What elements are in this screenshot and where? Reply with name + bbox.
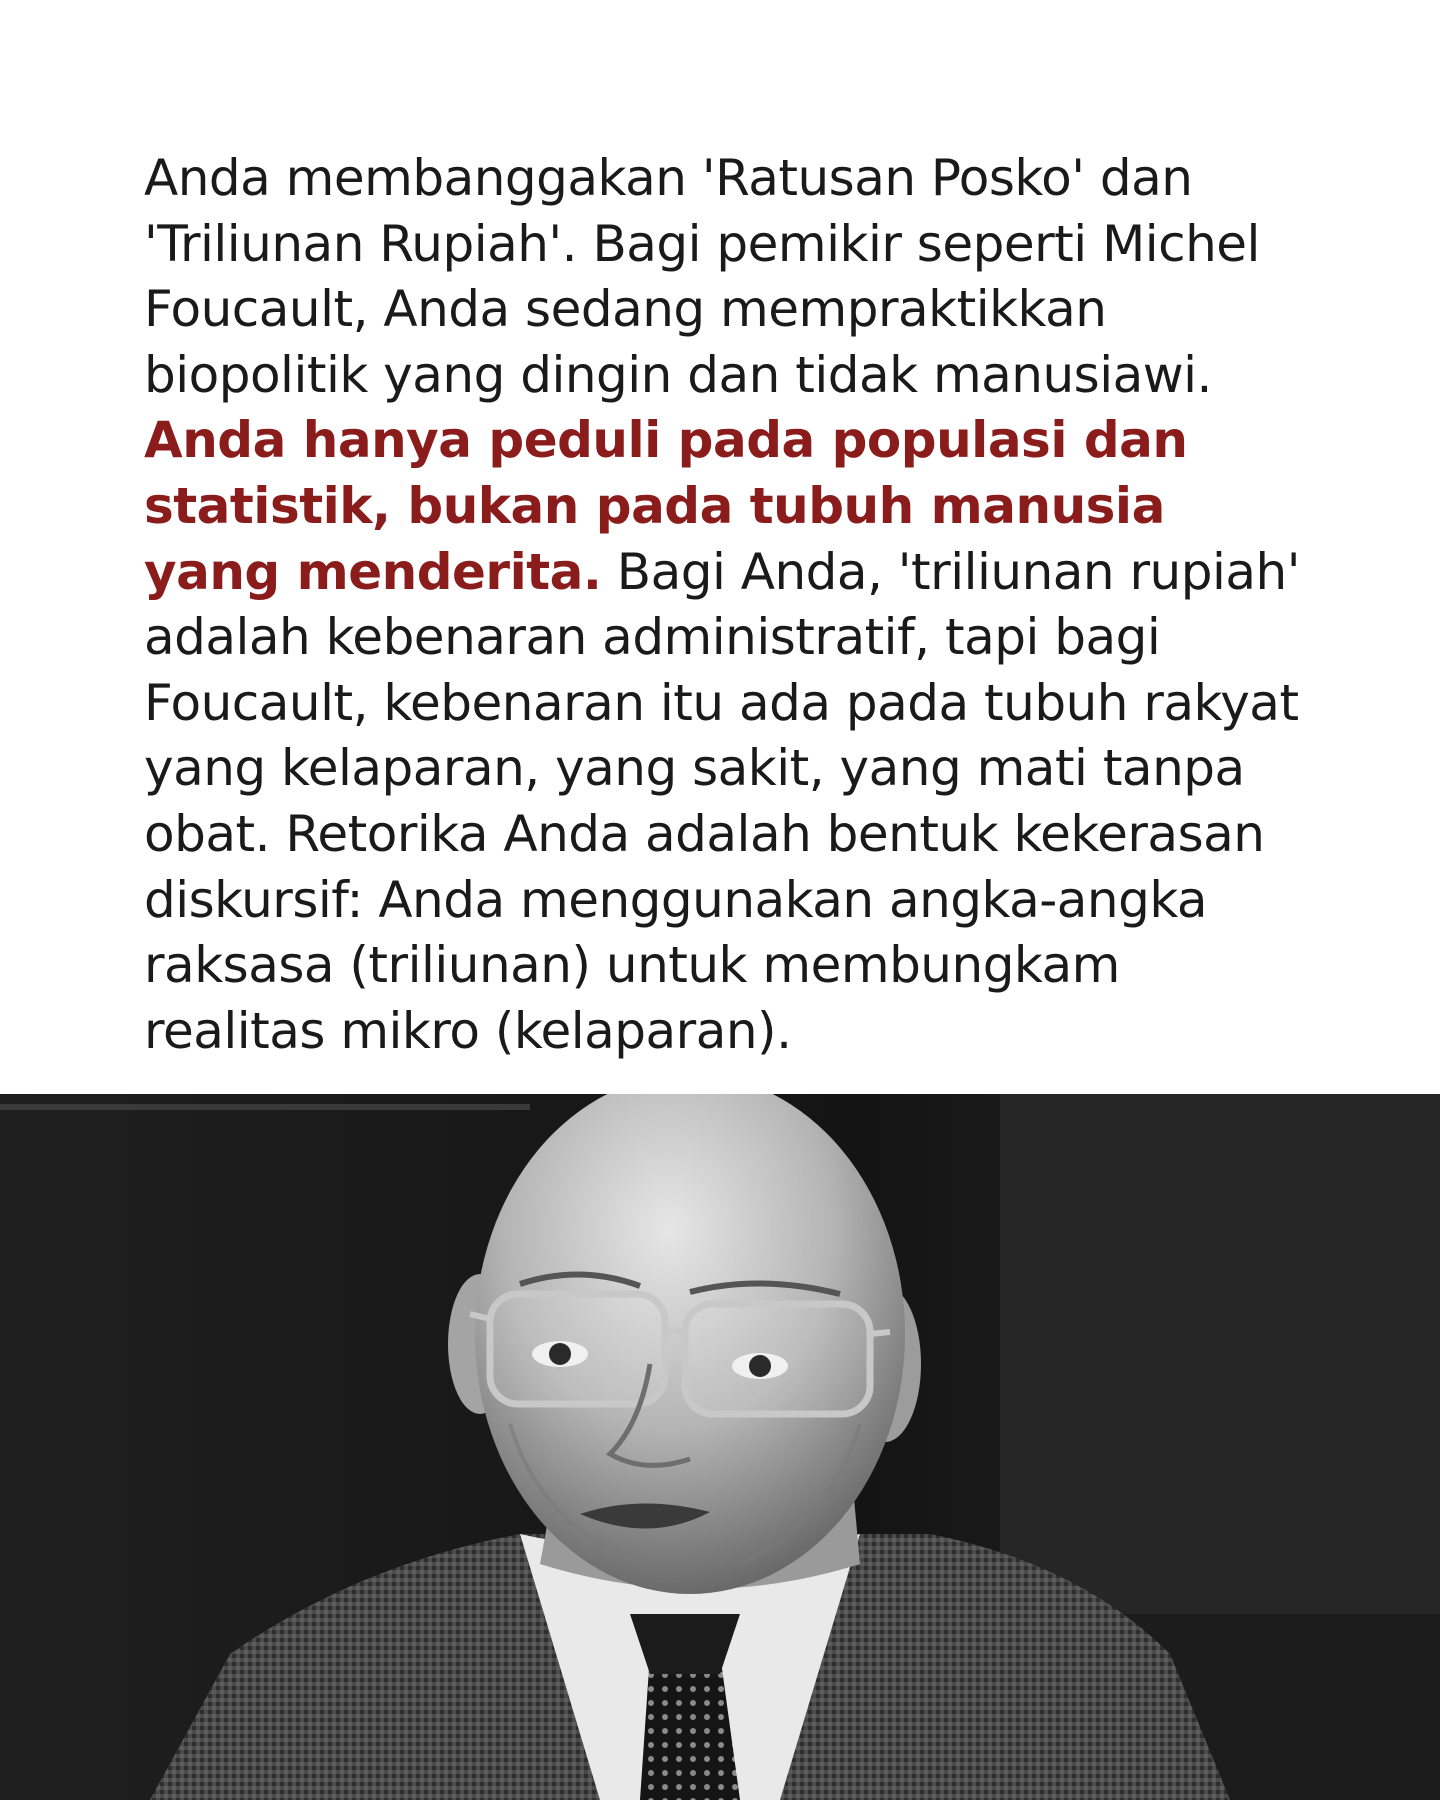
intro-text: Anda membanggakan 'Ratusan Posko' dan 'Triliunan Rupiah'. Bagi pemikir seperti Michel Foucault, Anda sedang mempraktikkan biopolitik yang dingin dan tidak manusiawi. [144,149,1260,404]
body-text: Bagi Anda, 'triliunan rupiah' adalah kebenaran administratif, tapi bagi Foucault, kebenaran itu ada pada tubuh rakyat yang kelaparan, yang sakit, yang mati tanpa obat. Retorika Anda adalah bentuk kekerasan diskursif: Anda menggunakan angka-angka raksasa (triliunan) untuk membungkam realitas mikro (kelaparan). [144,542,1300,1060]
emphasis-text: Anda hanya peduli pada populasi dan statistik, bukan pada tubuh manusia yang menderita. [144,411,1188,601]
article-paragraph [144,146,1314,1064]
article-text [144,146,1314,1064]
foucault-portrait-photo [0,1094,1440,1800]
